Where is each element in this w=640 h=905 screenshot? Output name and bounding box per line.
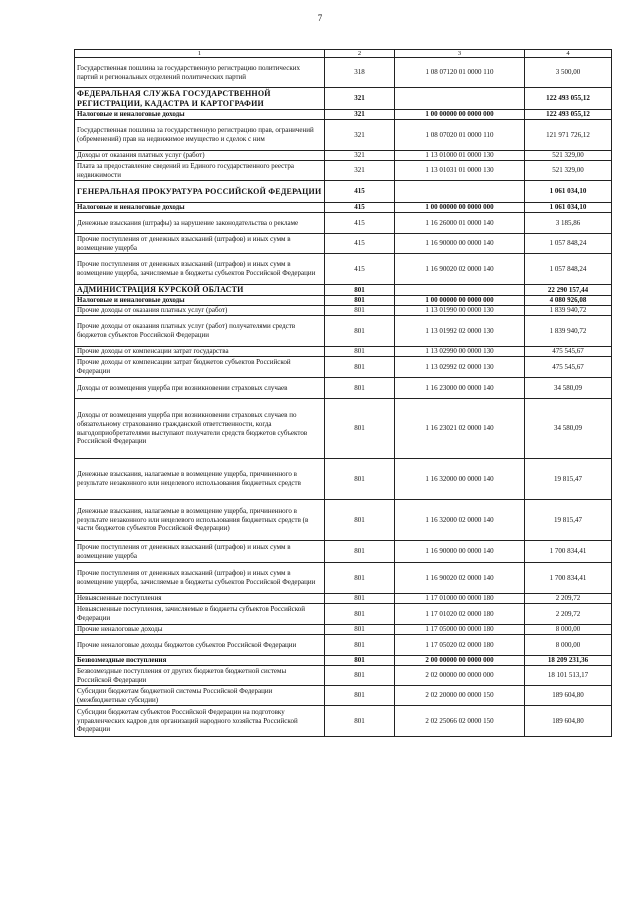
row-code-cell: 801 bbox=[325, 594, 395, 604]
row-amount-cell: 121 971 726,12 bbox=[525, 120, 612, 151]
row-name-cell: Прочие неналоговые доходы bbox=[75, 625, 325, 635]
table-row bbox=[75, 563, 612, 594]
row-kbk-cell: 1 16 32000 00 0000 140 bbox=[395, 459, 525, 500]
row-code-cell: 415 bbox=[325, 234, 395, 254]
row-amount-cell: 34 580,09 bbox=[525, 399, 612, 459]
table-row bbox=[75, 110, 612, 120]
row-name-cell: Невыясненные поступления, зачисляемые в бюджеты субъектов Российской Федерации bbox=[75, 604, 325, 625]
row-amount-cell: 18 101 513,17 bbox=[525, 666, 612, 686]
row-name-cell: Прочие доходы от оказания платных услуг (работ) bbox=[75, 306, 325, 316]
row-code-cell: 801 bbox=[325, 635, 395, 656]
row-kbk-cell: 1 16 90000 00 0000 140 bbox=[395, 541, 525, 563]
row-kbk-cell: 1 08 07120 01 0000 110 bbox=[395, 58, 525, 88]
row-name-cell: Доходы от оказания платных услуг (работ) bbox=[75, 151, 325, 161]
table-row bbox=[75, 120, 612, 151]
row-code-cell: 801 bbox=[325, 563, 395, 594]
row-kbk-cell: 2 00 00000 00 0000 000 bbox=[395, 656, 525, 666]
row-kbk-cell: 1 16 23021 02 0000 140 bbox=[395, 399, 525, 459]
row-code-cell: 801 bbox=[325, 357, 395, 378]
row-name-cell: Безвозмездные поступления от других бюджетов бюджетной системы Российской Федерации bbox=[75, 666, 325, 686]
row-amount-cell: 189 604,80 bbox=[525, 706, 612, 737]
row-amount-cell: 521 329,00 bbox=[525, 161, 612, 181]
row-code-cell: 801 bbox=[325, 500, 395, 541]
column-number-1: 1 bbox=[75, 50, 325, 58]
row-kbk-cell: 1 13 01000 01 0000 130 bbox=[395, 151, 525, 161]
column-number-3: 3 bbox=[395, 50, 525, 58]
table-row bbox=[75, 399, 612, 459]
table-row bbox=[75, 500, 612, 541]
row-name-cell: Доходы от возмещения ущерба при возникновении страховых случаев bbox=[75, 378, 325, 399]
row-name-cell: Плата за предоставление сведений из Единого государственного реестра недвижимости bbox=[75, 161, 325, 181]
row-kbk-cell: 2 02 20000 00 0000 150 bbox=[395, 686, 525, 706]
table-row bbox=[75, 459, 612, 500]
row-amount-cell: 19 815,47 bbox=[525, 500, 612, 541]
row-code-cell: 801 bbox=[325, 706, 395, 737]
row-kbk-cell: 1 00 00000 00 0000 000 bbox=[395, 110, 525, 120]
row-name-cell: Денежные взыскания, налагаемые в возмещение ущерба, причиненного в результате незаконного или нецелевого использования бюджетных средств bbox=[75, 459, 325, 500]
row-amount-cell: 475 545,67 bbox=[525, 347, 612, 357]
table-body bbox=[75, 50, 612, 737]
table-row bbox=[75, 296, 612, 306]
table-row bbox=[75, 594, 612, 604]
row-code-cell: 801 bbox=[325, 459, 395, 500]
row-kbk-cell: 1 16 23000 00 0000 140 bbox=[395, 378, 525, 399]
row-kbk-cell bbox=[395, 181, 525, 203]
row-name-cell: Прочие поступления от денежных взысканий (штрафов) и иных сумм в возмещение ущерба, зачисляемые в бюджеты субъектов Российской Федерации bbox=[75, 254, 325, 285]
row-kbk-cell: 1 16 32000 02 0000 140 bbox=[395, 500, 525, 541]
row-amount-cell: 19 815,47 bbox=[525, 459, 612, 500]
table-row bbox=[75, 625, 612, 635]
row-kbk-cell: 1 17 01020 02 0000 180 bbox=[395, 604, 525, 625]
row-code-cell: 801 bbox=[325, 604, 395, 625]
row-kbk-cell: 1 16 90020 02 0000 140 bbox=[395, 254, 525, 285]
row-kbk-cell: 1 13 02990 00 0000 130 bbox=[395, 347, 525, 357]
row-kbk-cell: 1 16 90000 00 0000 140 bbox=[395, 234, 525, 254]
column-number-row bbox=[75, 50, 612, 58]
row-name-cell: Прочие поступления от денежных взысканий (штрафов) и иных сумм в возмещение ущерба, зачисляемые в бюджеты субъектов Российской Федерации bbox=[75, 563, 325, 594]
row-amount-cell: 1 839 940,72 bbox=[525, 306, 612, 316]
row-code-cell: 321 bbox=[325, 151, 395, 161]
row-amount-cell: 1 061 034,10 bbox=[525, 181, 612, 203]
row-name-cell: Денежные взыскания (штрафы) за нарушение законодательства о рекламе bbox=[75, 213, 325, 234]
row-amount-cell: 3 500,00 bbox=[525, 58, 612, 88]
row-amount-cell: 189 604,80 bbox=[525, 686, 612, 706]
row-code-cell: 415 bbox=[325, 213, 395, 234]
table-row bbox=[75, 161, 612, 181]
row-code-cell: 801 bbox=[325, 347, 395, 357]
row-amount-cell: 8 000,00 bbox=[525, 625, 612, 635]
row-amount-cell: 4 080 926,08 bbox=[525, 296, 612, 306]
row-name-cell: ГЕНЕРАЛЬНАЯ ПРОКУРАТУРА РОССИЙСКОЙ ФЕДЕРАЦИИ bbox=[75, 181, 325, 203]
row-amount-cell: 1 057 848,24 bbox=[525, 234, 612, 254]
table-row bbox=[75, 88, 612, 110]
row-amount-cell: 8 000,00 bbox=[525, 635, 612, 656]
row-code-cell: 415 bbox=[325, 203, 395, 213]
row-code-cell: 801 bbox=[325, 666, 395, 686]
row-name-cell: Прочие поступления от денежных взысканий (штрафов) и иных сумм в возмещение ущерба bbox=[75, 234, 325, 254]
table-row bbox=[75, 234, 612, 254]
row-kbk-cell: 1 17 05020 02 0000 180 bbox=[395, 635, 525, 656]
row-kbk-cell: 2 02 25066 02 0000 150 bbox=[395, 706, 525, 737]
table-row bbox=[75, 357, 612, 378]
table-row bbox=[75, 203, 612, 213]
row-kbk-cell: 1 08 07020 01 0000 110 bbox=[395, 120, 525, 151]
row-code-cell: 801 bbox=[325, 541, 395, 563]
row-kbk-cell: 1 13 01990 00 0000 130 bbox=[395, 306, 525, 316]
row-code-cell: 801 bbox=[325, 316, 395, 347]
table-row bbox=[75, 347, 612, 357]
row-kbk-cell: 1 17 01000 00 0000 180 bbox=[395, 594, 525, 604]
row-kbk-cell: 1 13 02992 02 0000 130 bbox=[395, 357, 525, 378]
row-code-cell: 415 bbox=[325, 254, 395, 285]
table-row bbox=[75, 686, 612, 706]
row-name-cell: Субсидии бюджетам бюджетной системы Российской Федерации (межбюджетные субсидии) bbox=[75, 686, 325, 706]
column-number-2: 2 bbox=[325, 50, 395, 58]
row-name-cell: Налоговые и неналоговые доходы bbox=[75, 110, 325, 120]
table-row bbox=[75, 604, 612, 625]
row-name-cell: ФЕДЕРАЛЬНАЯ СЛУЖБА ГОСУДАРСТВЕННОЙ РЕГИСТРАЦИИ, КАДАСТРА И КАРТОГРАФИИ bbox=[75, 88, 325, 110]
row-code-cell: 801 bbox=[325, 686, 395, 706]
row-name-cell: Прочие доходы от оказания платных услуг (работ) получателями средств бюджетов субъектов Российской Федерации bbox=[75, 316, 325, 347]
row-amount-cell: 22 290 157,44 bbox=[525, 285, 612, 296]
row-kbk-cell: 2 02 00000 00 0000 000 bbox=[395, 666, 525, 686]
table-row bbox=[75, 378, 612, 399]
row-amount-cell: 2 209,72 bbox=[525, 604, 612, 625]
row-amount-cell: 122 493 055,12 bbox=[525, 110, 612, 120]
row-amount-cell: 475 545,67 bbox=[525, 357, 612, 378]
row-code-cell: 801 bbox=[325, 656, 395, 666]
row-code-cell: 801 bbox=[325, 378, 395, 399]
row-amount-cell: 122 493 055,12 bbox=[525, 88, 612, 110]
row-name-cell: Прочие неналоговые доходы бюджетов субъектов Российской Федерации bbox=[75, 635, 325, 656]
row-name-cell: Субсидии бюджетам субъектов Российской Федерации на подготовку управленческих кадров для организаций народного хозяйства Российской Федерации bbox=[75, 706, 325, 737]
row-name-cell: Налоговые и неналоговые доходы bbox=[75, 203, 325, 213]
row-amount-cell: 18 209 231,36 bbox=[525, 656, 612, 666]
page-number: 7 bbox=[317, 13, 323, 23]
row-code-cell: 801 bbox=[325, 625, 395, 635]
table-row bbox=[75, 541, 612, 563]
row-name-cell: Прочие доходы от компенсации затрат бюджетов субъектов Российской Федерации bbox=[75, 357, 325, 378]
row-code-cell: 415 bbox=[325, 181, 395, 203]
row-amount-cell: 3 185,86 bbox=[525, 213, 612, 234]
row-name-cell: Налоговые и неналоговые доходы bbox=[75, 296, 325, 306]
row-amount-cell: 1 057 848,24 bbox=[525, 254, 612, 285]
row-code-cell: 801 bbox=[325, 306, 395, 316]
row-kbk-cell bbox=[395, 88, 525, 110]
table-row bbox=[75, 58, 612, 88]
row-code-cell: 321 bbox=[325, 161, 395, 181]
table-row bbox=[75, 306, 612, 316]
row-kbk-cell: 1 13 01031 01 0000 130 bbox=[395, 161, 525, 181]
row-kbk-cell: 1 13 01992 02 0000 130 bbox=[395, 316, 525, 347]
row-name-cell: Доходы от возмещения ущерба при возникновении страховых случаев по обязательному страхованию гражданской ответственности, когда выгодоприобретателями выступают получатели средств бюджетов субъектов Российской Федерации bbox=[75, 399, 325, 459]
row-code-cell: 321 bbox=[325, 110, 395, 120]
row-amount-cell: 34 580,09 bbox=[525, 378, 612, 399]
row-kbk-cell: 1 00 00000 00 0000 000 bbox=[395, 203, 525, 213]
table-row bbox=[75, 254, 612, 285]
revenue-table bbox=[74, 49, 612, 737]
row-kbk-cell: 1 16 26000 01 0000 140 bbox=[395, 213, 525, 234]
table-row bbox=[75, 151, 612, 161]
row-amount-cell: 1 700 834,41 bbox=[525, 563, 612, 594]
row-name-cell: Государственная пошлина за государственную регистрацию политических партий и региональных отделений политических партий bbox=[75, 58, 325, 88]
row-amount-cell: 1 061 034,10 bbox=[525, 203, 612, 213]
row-kbk-cell: 1 16 90020 02 0000 140 bbox=[395, 563, 525, 594]
table-row bbox=[75, 666, 612, 686]
row-code-cell: 321 bbox=[325, 88, 395, 110]
row-kbk-cell: 1 00 00000 00 0000 000 bbox=[395, 296, 525, 306]
row-amount-cell: 2 209,72 bbox=[525, 594, 612, 604]
row-amount-cell: 1 700 834,41 bbox=[525, 541, 612, 563]
row-code-cell: 318 bbox=[325, 58, 395, 88]
table-row bbox=[75, 656, 612, 666]
row-amount-cell: 521 329,00 bbox=[525, 151, 612, 161]
row-name-cell: Денежные взыскания, налагаемые в возмещение ущерба, причиненного в результате незаконного или нецелевого использования бюджетных средств (в части бюджетов субъектов Российской Федерации) bbox=[75, 500, 325, 541]
table-row bbox=[75, 635, 612, 656]
table-row bbox=[75, 181, 612, 203]
row-kbk-cell: 1 17 05000 00 0000 180 bbox=[395, 625, 525, 635]
table-row bbox=[75, 213, 612, 234]
row-name-cell: Государственная пошлина за государственную регистрацию прав, ограничений (обременений) прав на недвижимое имущество и сделок с ним bbox=[75, 120, 325, 151]
row-name-cell: Безвозмездные поступления bbox=[75, 656, 325, 666]
row-code-cell: 801 bbox=[325, 296, 395, 306]
row-name-cell: Прочие доходы от компенсации затрат государства bbox=[75, 347, 325, 357]
row-name-cell: АДМИНИСТРАЦИЯ КУРСКОЙ ОБЛАСТИ bbox=[75, 285, 325, 296]
row-name-cell: Прочие поступления от денежных взысканий (штрафов) и иных сумм в возмещение ущерба bbox=[75, 541, 325, 563]
table-row bbox=[75, 285, 612, 296]
row-code-cell: 801 bbox=[325, 285, 395, 296]
row-amount-cell: 1 839 940,72 bbox=[525, 316, 612, 347]
table-row bbox=[75, 706, 612, 737]
table-row bbox=[75, 316, 612, 347]
row-code-cell: 321 bbox=[325, 120, 395, 151]
row-code-cell: 801 bbox=[325, 399, 395, 459]
row-name-cell: Невыясненные поступления bbox=[75, 594, 325, 604]
row-kbk-cell bbox=[395, 285, 525, 296]
column-number-4: 4 bbox=[525, 50, 612, 58]
